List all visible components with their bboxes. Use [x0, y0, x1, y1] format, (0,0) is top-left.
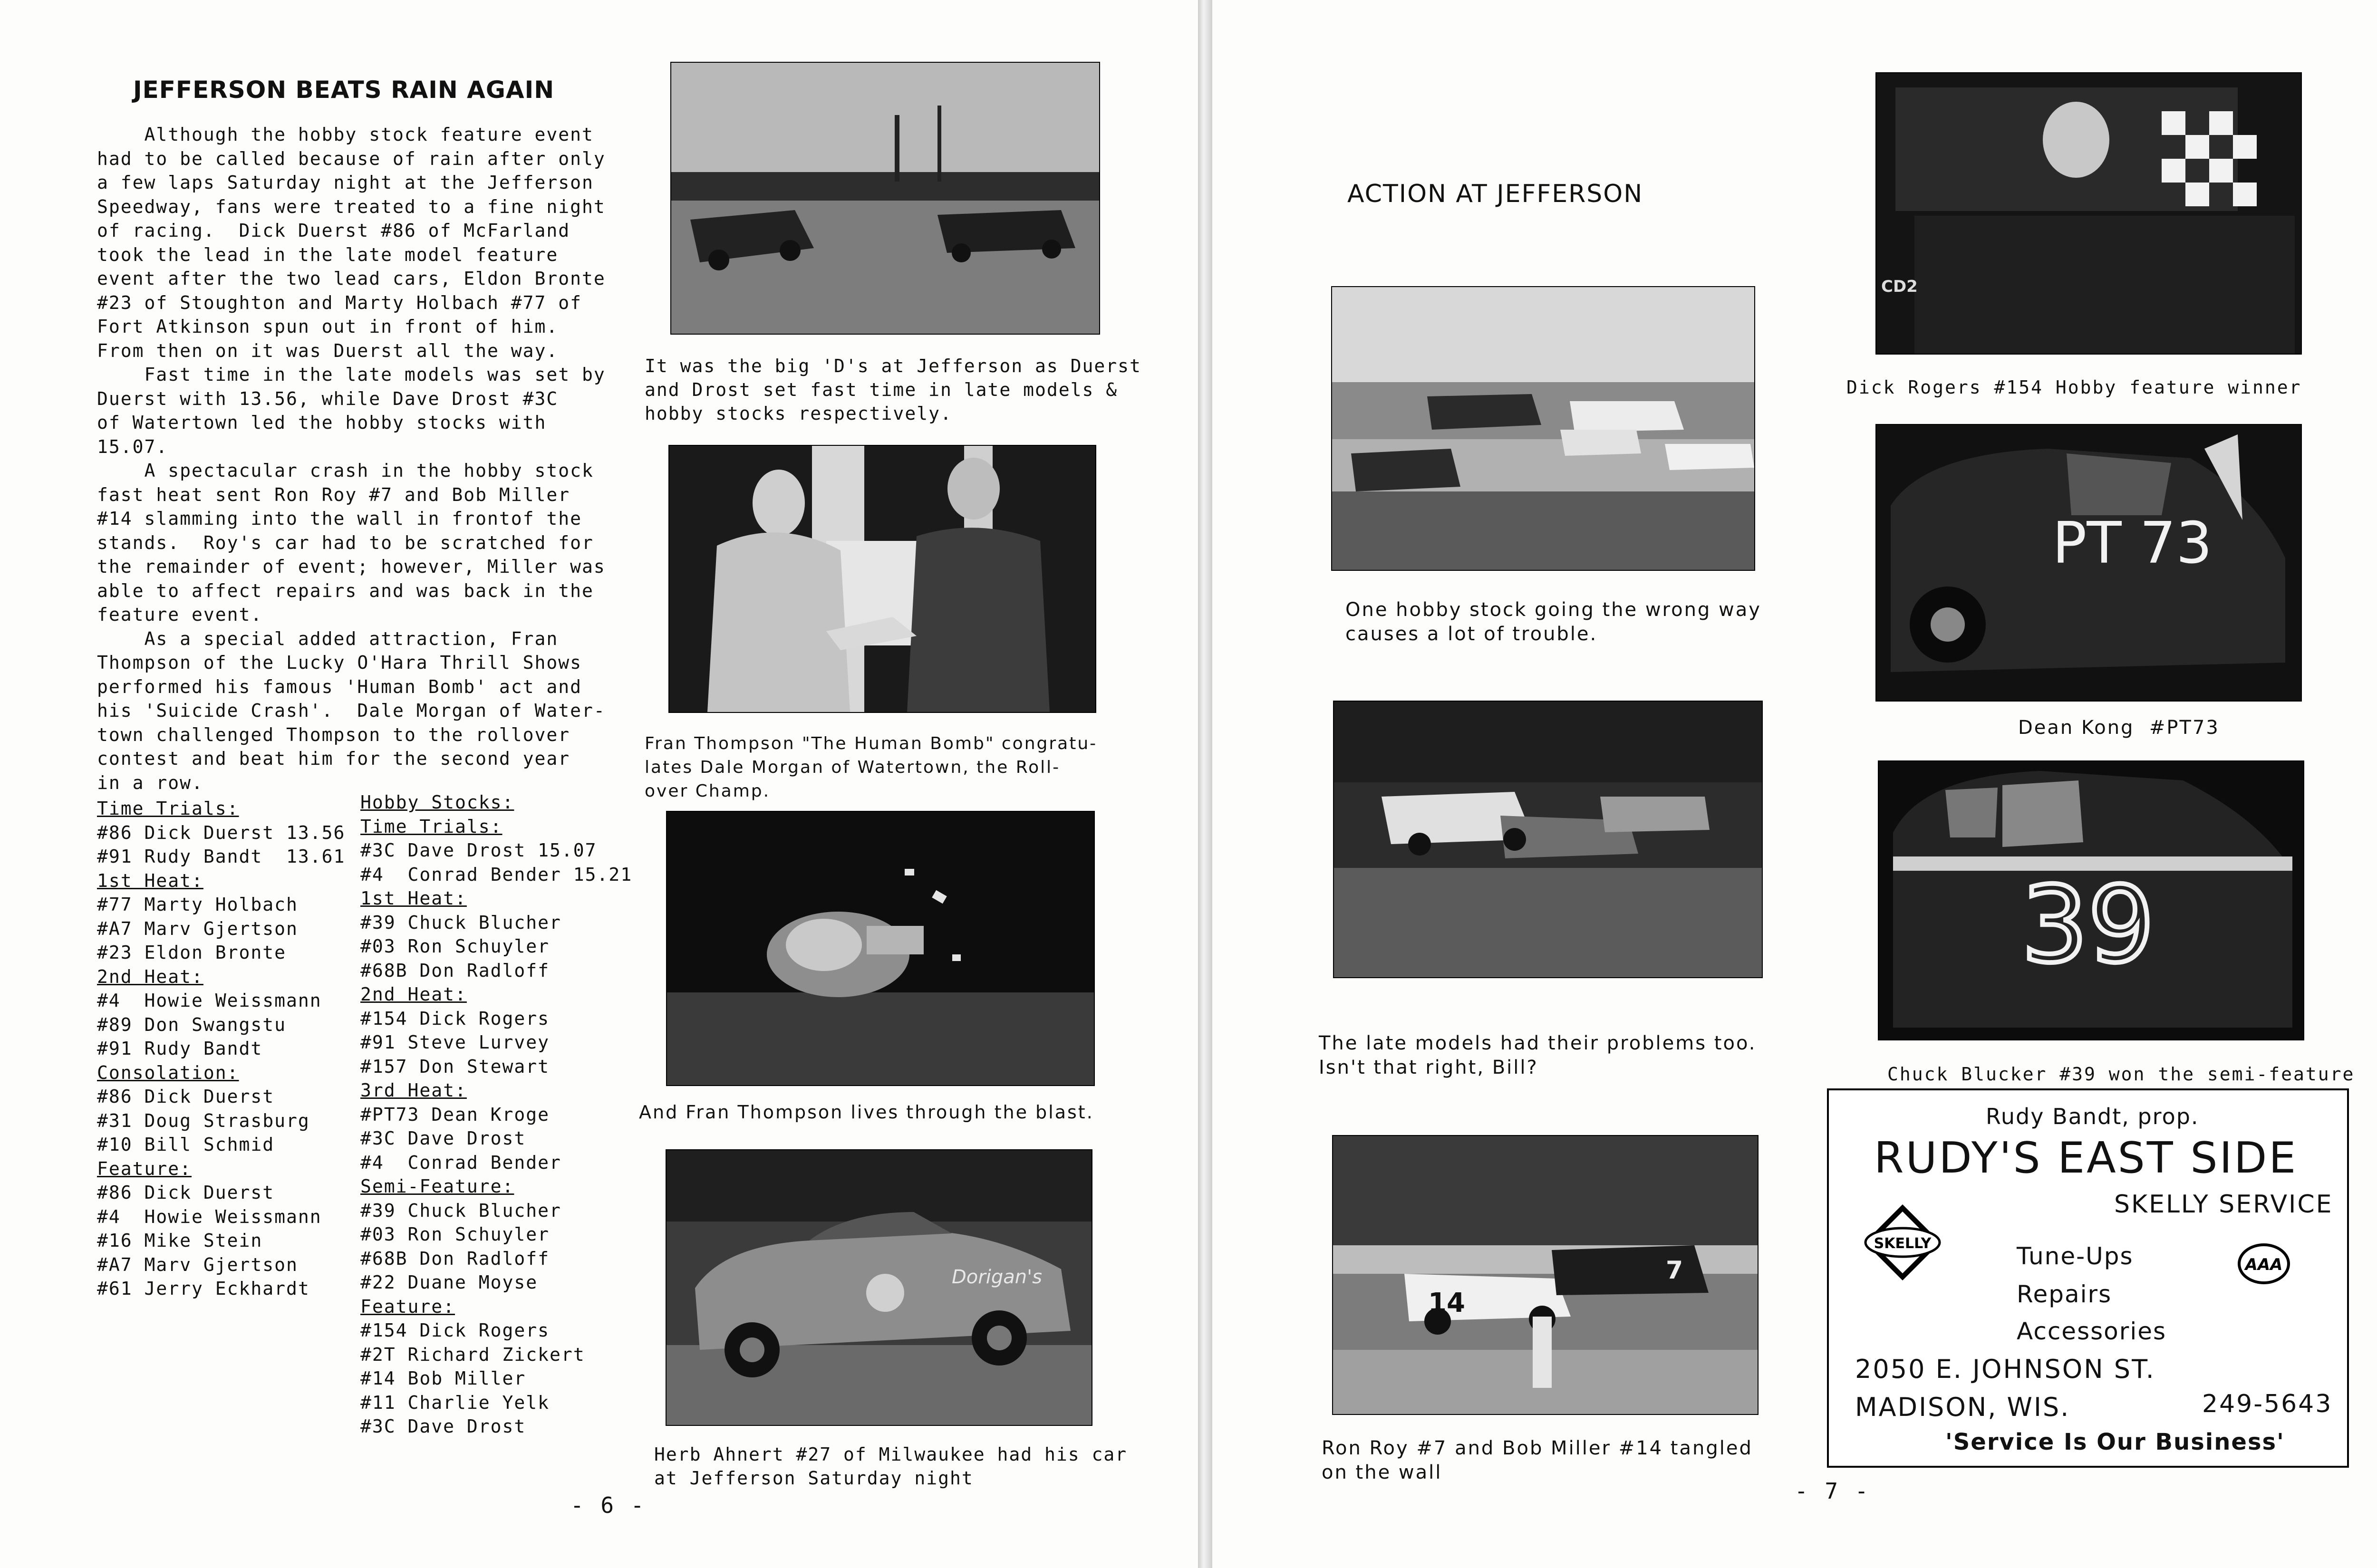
caption-kong: Dean Kong #PT73 — [2018, 717, 2220, 739]
results-heading: Time Trials: — [97, 798, 239, 819]
article-line: event after the two lead cars, Eldon Bronte — [97, 268, 606, 289]
skelly-logo-icon — [1862, 1202, 1943, 1283]
results-entry: #86 Dick Duerst — [97, 1182, 275, 1203]
results-entry: #3C Dave Drost — [360, 1416, 526, 1437]
results-entry: #03 Ron Schuyler — [360, 936, 550, 957]
results-entry: #157 Don Stewart — [360, 1056, 550, 1077]
article-line: stands. Roy's car had to be scratched for — [97, 532, 594, 553]
results-entry: #10 Bill Schmid — [97, 1134, 275, 1155]
results-entry: #86 Dick Duerst 13.56 — [97, 822, 346, 843]
ad-service-accessories: Accessories — [2017, 1318, 2167, 1345]
caption-photo-1: It was the big 'D's at Jefferson as Duerst and Drost set fast time in late models & hobby stocks respectively. — [645, 356, 1141, 424]
photo-ahnert-car — [666, 1149, 1092, 1426]
article-line: town challenged Thompson to the rollover — [97, 724, 570, 745]
article-line: Speedway, fans were treated to a fine night — [97, 196, 606, 217]
article-line: From then on it was Duerst all the way. — [97, 340, 559, 361]
results-column-late-models — [97, 797, 345, 1301]
skelly-logo-text: SKELLY — [1874, 1235, 1932, 1252]
page-number-6: - 6 - — [570, 1492, 646, 1518]
results-entry: #31 Doug Strasburg — [97, 1110, 310, 1131]
caption-photo-4: Herb Ahnert #27 of Milwaukee had his car at Jefferson Saturday night — [654, 1444, 1128, 1489]
results-entry: #2T Richard Zickert — [360, 1344, 585, 1365]
ad-owner: Rudy Bandt, prop. — [1986, 1104, 2199, 1129]
article-line: took the lead in the late model feature — [97, 244, 559, 265]
results-entry: #4 Howie Weissmann — [97, 990, 322, 1011]
results-entry: #3C Dave Drost 15.07 — [360, 840, 597, 861]
article-line: #14 slamming into the wall in frontof the — [97, 508, 582, 529]
article-body — [97, 123, 606, 795]
results-entry: #23 Eldon Bronte — [97, 942, 287, 963]
photo-late-models-on-track — [670, 62, 1100, 335]
ad-service-tune-ups: Tune-Ups — [2017, 1242, 2134, 1270]
photo-roy-miller — [1332, 1135, 1759, 1415]
caption-wrong-way: One hobby stock going the wrong way causes a lot of trouble. — [1345, 599, 1761, 645]
results-heading: 1st Heat: — [97, 870, 203, 891]
results-heading: Consolation: — [97, 1062, 239, 1083]
ad-address: 2050 E. JOHNSON ST. — [1855, 1354, 2155, 1384]
results-heading: Feature: — [97, 1158, 192, 1179]
photo-late-models-problems — [1333, 701, 1763, 978]
article-line: fast heat sent Ron Roy #7 and Bob Miller — [97, 484, 570, 505]
ad-service-repairs: Repairs — [2017, 1280, 2112, 1308]
ad-business-name: RUDY'S EAST SIDE — [1874, 1133, 2298, 1183]
results-entry: #39 Chuck Blucher — [360, 1200, 561, 1221]
article-line: A spectacular crash in the hobby stock — [97, 460, 594, 481]
article-line: Fast time in the late models was set by — [97, 364, 606, 385]
results-entry: #4 Conrad Bender 15.21 — [360, 864, 633, 885]
article-line: of Watertown led the hobby stocks with — [97, 412, 547, 433]
binding-gutter — [1198, 0, 1212, 1568]
caption-roy-miller: Ron Roy #7 and Bob Miller #14 tangled on the wall — [1322, 1437, 1753, 1483]
results-entry: #68B Don Radloff — [360, 1248, 550, 1269]
article-line: 15.07. — [97, 436, 168, 457]
photo-text-cd2: CD2 — [1881, 277, 1918, 296]
results-entry: #PT73 Dean Kroge — [360, 1104, 550, 1125]
headline: JEFFERSON BEATS RAIN AGAIN — [133, 76, 555, 104]
results-entry: #4 Conrad Bender — [360, 1152, 561, 1173]
photo-text-dorigan: Dorigan's — [952, 1266, 1042, 1288]
results-entry: #86 Dick Duerst — [97, 1086, 275, 1107]
caption-photo-3: And Fran Thompson lives through the blast. — [639, 1102, 1094, 1123]
article-line: As a special added attraction, Fran — [97, 628, 559, 649]
page-number-7: - 7 - — [1795, 1478, 1870, 1504]
results-entry: #22 Duane Moyse — [360, 1272, 538, 1293]
ad-slogan: 'Service Is Our Business' — [1945, 1429, 2285, 1455]
results-heading: Semi-Feature: — [360, 1176, 514, 1197]
article-line: had to be called because of rain after only — [97, 148, 606, 169]
results-entry: #14 Bob Miller — [360, 1368, 526, 1389]
aaa-logo-icon — [2238, 1242, 2290, 1285]
results-heading: Time Trials: — [360, 816, 502, 837]
article-line: the remainder of event; however, Miller was — [97, 556, 606, 577]
article-line: contest and beat him for the second year — [97, 748, 570, 769]
results-entry: #91 Rudy Bandt 13.61 — [97, 846, 346, 867]
results-entry: #11 Charlie Yelk — [360, 1392, 550, 1413]
results-entry: #39 Chuck Blucher — [360, 912, 561, 933]
results-entry: #68B Don Radloff — [360, 960, 550, 981]
caption-late-models: The late models had their problems too. Isn't that right, Bill? — [1319, 1032, 1757, 1078]
results-entry: #A7 Marv Gjertson — [97, 1254, 298, 1275]
photo-chuck-blucker — [1878, 760, 2304, 1040]
results-heading: Hobby Stocks: — [360, 792, 514, 813]
article-line: Thompson of the Lucky O'Hara Thrill Shows — [97, 652, 582, 673]
results-heading: 2nd Heat: — [360, 984, 467, 1005]
caption-rogers: Dick Rogers #154 Hobby feature winner — [1846, 377, 2302, 398]
ad-phone: 249-5643 — [2202, 1390, 2333, 1418]
results-entry: #03 Ron Schuyler — [360, 1224, 550, 1245]
results-entry: #A7 Marv Gjertson — [97, 918, 298, 939]
results-entry: #16 Mike Stein — [97, 1230, 263, 1251]
aaa-logo-text: AAA — [2245, 1255, 2283, 1274]
photo-dean-kong — [1875, 424, 2302, 702]
article-line: performed his famous 'Human Bomb' act and — [97, 676, 582, 697]
photo-dick-rogers — [1875, 72, 2302, 355]
photo-text-14: 14 — [1428, 1288, 1465, 1318]
article-line: feature event. — [97, 604, 263, 625]
results-entry: #154 Dick Rogers — [360, 1320, 550, 1341]
article-line: of racing. Dick Duerst #86 of McFarland — [97, 220, 570, 241]
results-entry: #77 Marty Holbach — [97, 894, 298, 915]
article-line: in a row. — [97, 772, 203, 793]
ad-city: MADISON, WIS. — [1855, 1392, 2070, 1422]
ad-skelly-service: SKELLY SERVICE — [2114, 1190, 2333, 1219]
results-entry: #91 Steve Lurvey — [360, 1032, 550, 1053]
photo-handshake — [668, 445, 1096, 713]
results-entry: #3C Dave Drost — [360, 1128, 526, 1149]
article-line: able to affect repairs and was back in the — [97, 580, 594, 601]
results-entry: #91 Rudy Bandt — [97, 1038, 263, 1059]
caption-blucker: Chuck Blucker #39 won the semi-feature — [1887, 1064, 2355, 1085]
results-heading: 2nd Heat: — [97, 966, 203, 987]
page-7 — [1212, 0, 2377, 1568]
photo-text-7: 7 — [1666, 1256, 1683, 1285]
photo-text-39: 39 — [2021, 864, 2155, 986]
section-heading: ACTION AT JEFFERSON — [1347, 180, 1643, 208]
results-entry: #154 Dick Rogers — [360, 1008, 550, 1029]
article-line: a few laps Saturday night at the Jefferson — [97, 172, 594, 193]
results-heading: 3rd Heat: — [360, 1080, 467, 1101]
advertisement-rudys-east-side — [1827, 1088, 2349, 1468]
results-column-hobby-stocks — [360, 790, 632, 1439]
article-line: his 'Suicide Crash'. Dale Morgan of Water- — [97, 700, 606, 721]
results-entry: #89 Don Swangstu — [97, 1014, 287, 1035]
article-line: Duerst with 13.56, while Dave Drost #3C — [97, 388, 559, 409]
photo-text-pt73: PT 73 — [2052, 510, 2213, 577]
results-entry: #4 Howie Weissmann — [97, 1206, 322, 1227]
results-entry: #61 Jerry Eckhardt — [97, 1278, 310, 1299]
article-line: #23 of Stoughton and Marty Holbach #77 of — [97, 292, 582, 313]
results-heading: Feature: — [360, 1296, 455, 1317]
photo-wrong-way — [1331, 286, 1755, 571]
article-line: Fort Atkinson spun out in front of him. — [97, 316, 559, 337]
caption-photo-2: Fran Thompson "The Human Bomb" congratu- lates Dale Morgan of Watertown, the Roll- over Champ. — [645, 734, 1098, 801]
article-line: Although the hobby stock feature event — [97, 124, 594, 145]
photo-human-bomb-blast — [666, 811, 1095, 1086]
results-heading: 1st Heat: — [360, 888, 467, 909]
